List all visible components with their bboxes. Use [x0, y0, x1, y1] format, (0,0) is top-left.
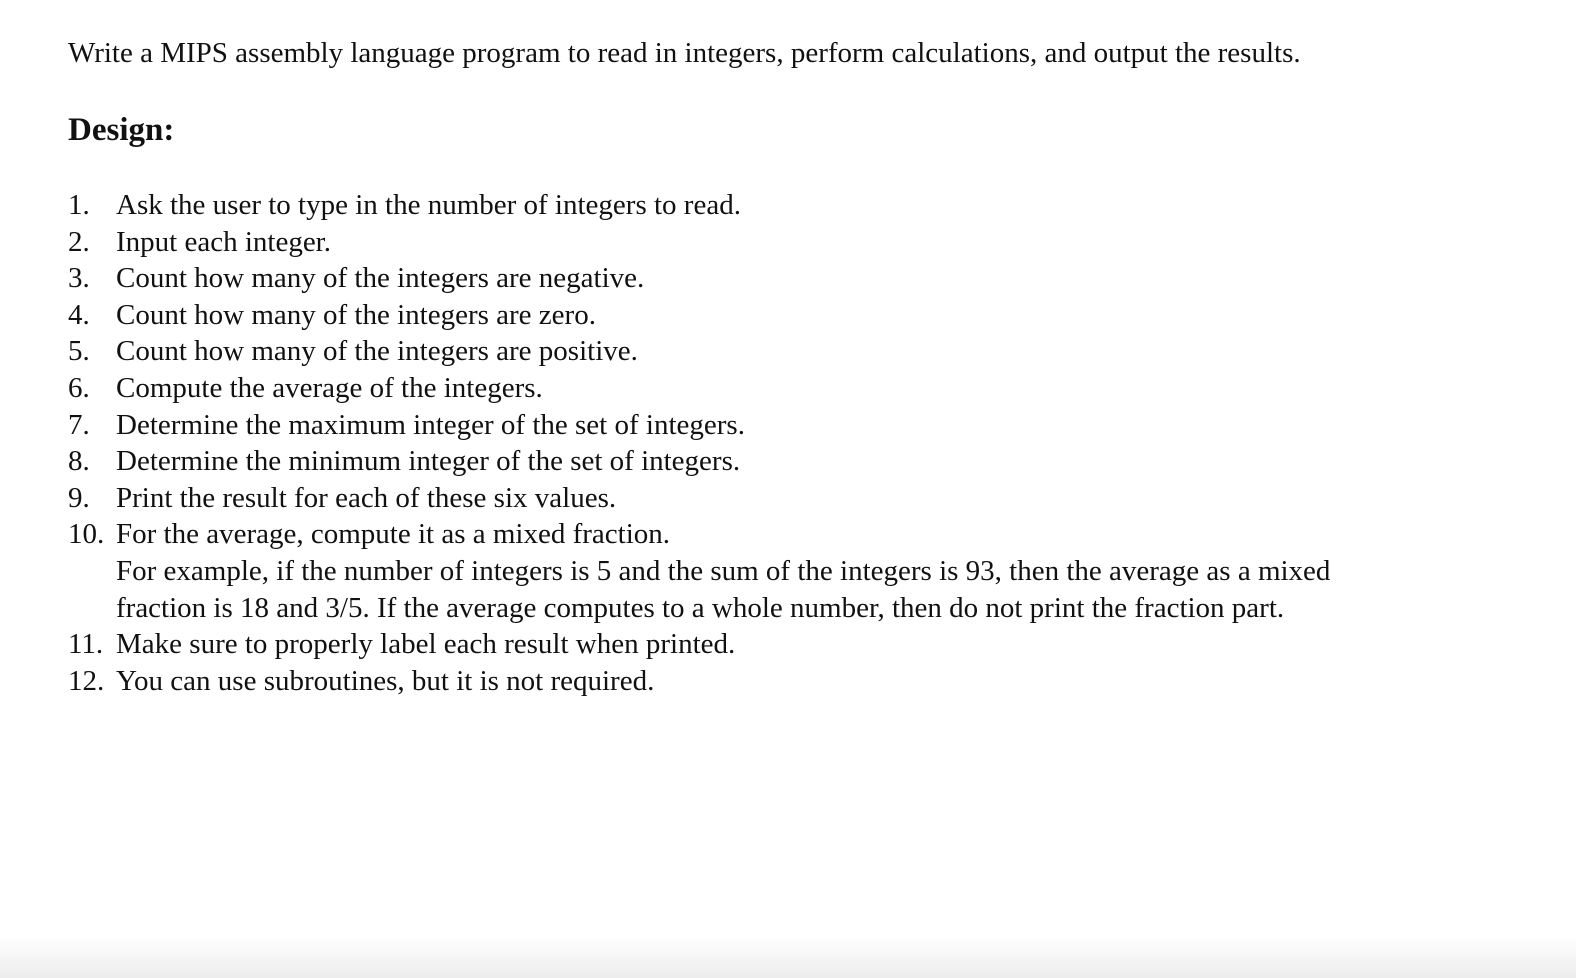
window-bottom-edge: [0, 936, 1576, 978]
design-step: [68, 260, 1330, 297]
design-step: [68, 370, 1330, 407]
step-number: 11.: [68, 628, 104, 661]
step-number: 9.: [68, 481, 90, 514]
step-text-line: Compute the average of the integers.: [116, 371, 543, 404]
design-step: [68, 443, 1330, 480]
step-text: [116, 333, 638, 370]
step-text-line: For example, if the number of integers is 5 and the sum of the integers is 93, then the average as a mixed: [116, 554, 1331, 587]
intro-paragraph: Write a MIPS assembly language program to read in integers, perform calculations, and output the results.: [68, 37, 1301, 69]
step-text-line: For the average, compute it as a mixed fraction.: [116, 518, 671, 551]
step-number: 3.: [68, 262, 90, 295]
step-number: 8.: [68, 445, 90, 478]
step-text: [116, 224, 331, 261]
step-text-line: Count how many of the integers are zero.: [116, 298, 596, 331]
design-step: [68, 187, 1330, 224]
step-text: [116, 516, 1330, 626]
step-number: 4.: [68, 298, 90, 331]
step-text-line: You can use subroutines, but it is not required.: [116, 664, 655, 697]
step-text-line: Ask the user to type in the number of integers to read.: [116, 189, 741, 221]
step-text: [116, 407, 745, 444]
design-step: [68, 626, 1330, 663]
step-number: 6.: [68, 371, 90, 404]
step-number: 1.: [68, 189, 90, 221]
step-text-line: Determine the maximum integer of the set of integers.: [116, 408, 745, 441]
step-text: [116, 187, 741, 224]
design-step: [68, 297, 1330, 334]
design-step: [68, 516, 1330, 626]
design-step: [68, 663, 1330, 700]
step-text-line: Count how many of the integers are positive.: [116, 335, 638, 368]
step-number: 10.: [68, 518, 105, 551]
design-step: [68, 224, 1330, 261]
step-text-line: Determine the minimum integer of the set of integers.: [116, 445, 741, 478]
step-text: [116, 443, 740, 480]
step-number: 2.: [68, 225, 90, 258]
step-text: [116, 260, 644, 297]
design-step: [68, 480, 1330, 517]
step-text: [116, 297, 596, 334]
design-step: [68, 333, 1330, 370]
step-text: [116, 480, 616, 517]
step-number: 7.: [68, 408, 90, 441]
step-text-line: fraction is 18 and 3/5. If the average computes to a whole number, then do not print the fraction part.: [116, 591, 1285, 624]
step-text: [116, 626, 735, 663]
step-text: [116, 663, 654, 700]
step-text-line: Count how many of the integers are negative.: [116, 262, 645, 295]
step-number: 5.: [68, 335, 90, 368]
design-step: [68, 407, 1330, 444]
step-text-line: Make sure to properly label each result when printed.: [116, 628, 736, 661]
step-text: [116, 370, 543, 407]
design-heading: Design:: [68, 112, 175, 148]
step-text-line: Input each integer.: [116, 225, 331, 258]
design-steps-list: [68, 187, 1330, 699]
step-number: 12.: [68, 664, 105, 697]
step-text-line: Print the result for each of these six values.: [116, 481, 617, 514]
